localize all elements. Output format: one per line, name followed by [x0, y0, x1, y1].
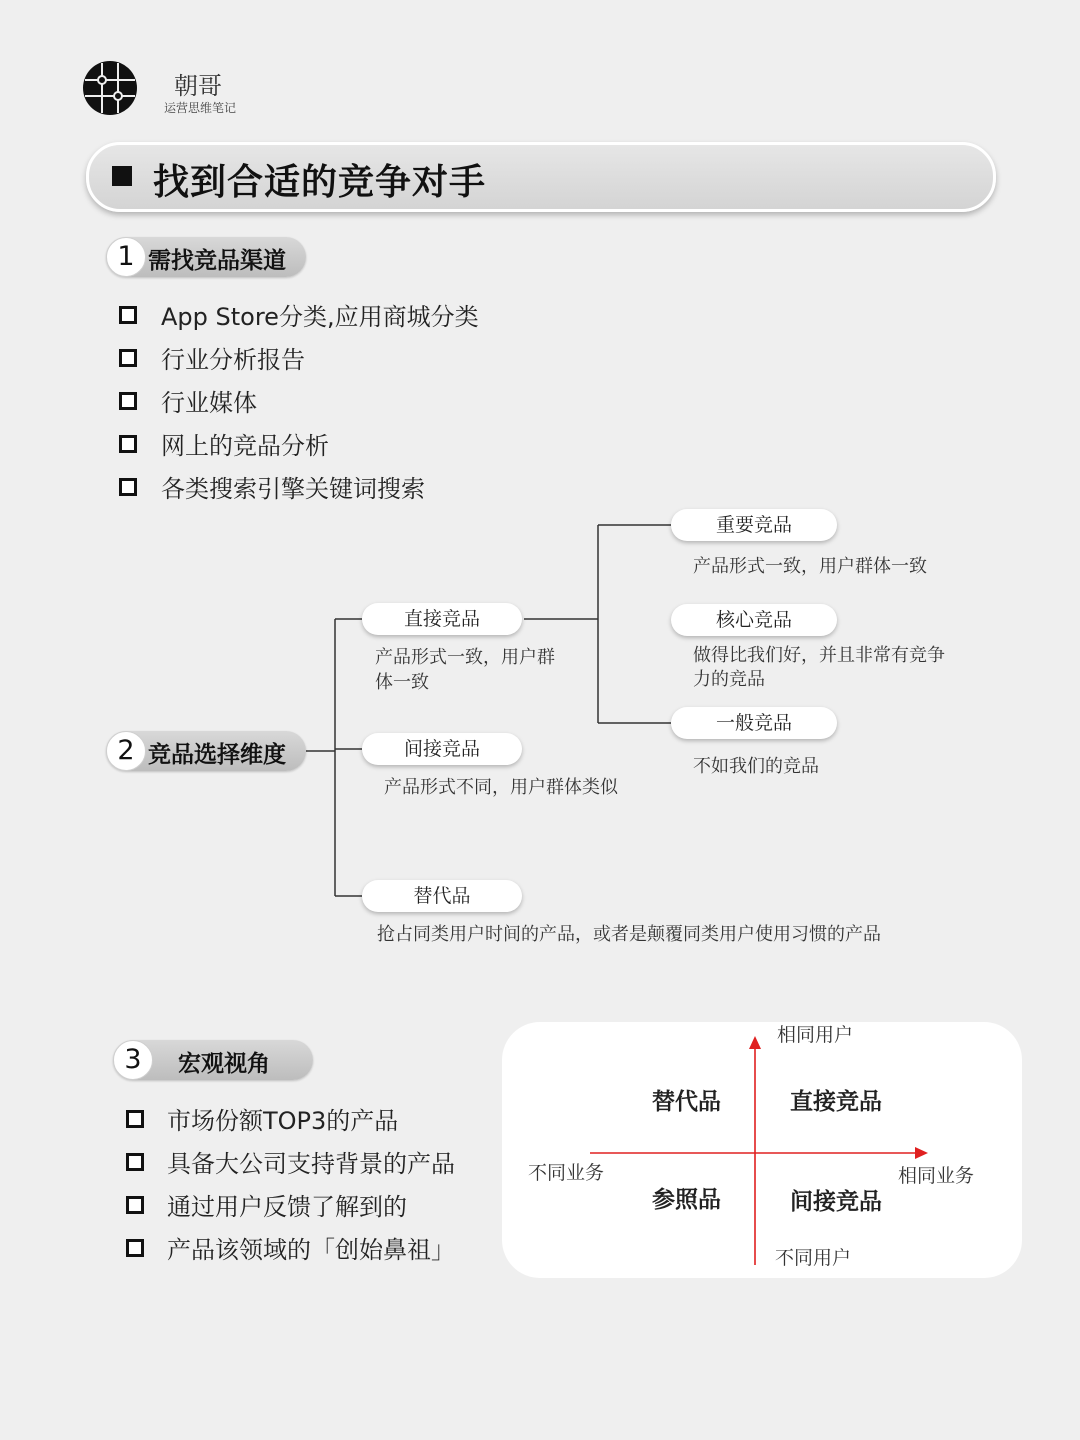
checkbox-icon — [119, 306, 137, 324]
list-item: 网上的竞品分析 — [161, 432, 329, 460]
checkbox-icon — [126, 1110, 144, 1128]
list-item: 行业媒体 — [161, 389, 257, 417]
node-general-desc: 不如我们的竞品 — [693, 756, 819, 777]
section3-label: 宏观视角 — [178, 1051, 270, 1077]
section3-number: 3 — [113, 1040, 153, 1080]
brand-subtitle: 运营思维笔记 — [164, 101, 237, 115]
list-item: 各类搜索引擎关键词搜索 — [161, 475, 425, 503]
page-title: 找到合适的竞争对手 — [153, 162, 487, 203]
node-indirect: 间接竞品 — [362, 733, 522, 765]
section1-number: 1 — [106, 237, 146, 277]
list-item: 通过用户反馈了解到的 — [167, 1193, 407, 1221]
node-direct-desc-line2: 体一致 — [375, 672, 429, 693]
quadrant-bottom-right: 间接竞品 — [790, 1189, 882, 1215]
section2-number: 2 — [106, 731, 146, 771]
node-indirect-desc: 产品形式不同，用户群体类似 — [384, 777, 618, 798]
quadrant-card — [502, 1022, 1022, 1278]
node-important: 重要竞品 — [671, 509, 837, 541]
section2-label: 竞品选择维度 — [148, 742, 286, 768]
checkbox-icon — [119, 392, 137, 410]
quadrant-top-right: 直接竞品 — [790, 1089, 882, 1115]
title-square-icon — [112, 166, 132, 186]
list-item: 行业分析报告 — [161, 346, 305, 374]
axis-left-label: 不同业务 — [528, 1162, 605, 1184]
checkbox-icon — [119, 435, 137, 453]
node-core-desc-line2: 力的竞品 — [693, 669, 765, 690]
node-important-desc: 产品形式一致，用户群体一致 — [693, 556, 927, 577]
brand-name: 朝哥 — [174, 72, 222, 100]
node-substitute-desc: 抢占同类用户时间的产品，或者是颠覆同类用户使用习惯的产品 — [377, 924, 881, 945]
checkbox-icon — [126, 1196, 144, 1214]
node-core-desc-line1: 做得比我们好，并且非常有竞争 — [693, 645, 945, 666]
list-item: App Store分类,应用商城分类 — [161, 303, 479, 331]
axis-top-label: 相同用户 — [777, 1024, 854, 1046]
node-direct-desc-line1: 产品形式一致，用户群 — [375, 647, 555, 668]
quadrant-bottom-left: 参照品 — [652, 1187, 721, 1213]
node-general: 一般竞品 — [671, 707, 837, 739]
checkbox-icon — [119, 478, 137, 496]
list-item: 具备大公司支持背景的产品 — [167, 1150, 455, 1178]
checkbox-icon — [119, 349, 137, 367]
axis-bottom-label: 不同用户 — [775, 1247, 852, 1269]
node-direct: 直接竞品 — [362, 603, 522, 635]
axis-right-label: 相同业务 — [898, 1165, 975, 1187]
list-item: 产品该领域的「创始鼻祖」 — [167, 1236, 455, 1264]
checkbox-icon — [126, 1153, 144, 1171]
node-core: 核心竞品 — [671, 604, 837, 636]
checkbox-icon — [126, 1239, 144, 1257]
list-item: 市场份额TOP3的产品 — [167, 1107, 399, 1135]
circle-grid-logo-icon — [82, 60, 138, 116]
quadrant-top-left: 替代品 — [652, 1089, 721, 1115]
node-substitute: 替代品 — [362, 880, 522, 912]
section1-label: 需找竞品渠道 — [148, 248, 286, 274]
